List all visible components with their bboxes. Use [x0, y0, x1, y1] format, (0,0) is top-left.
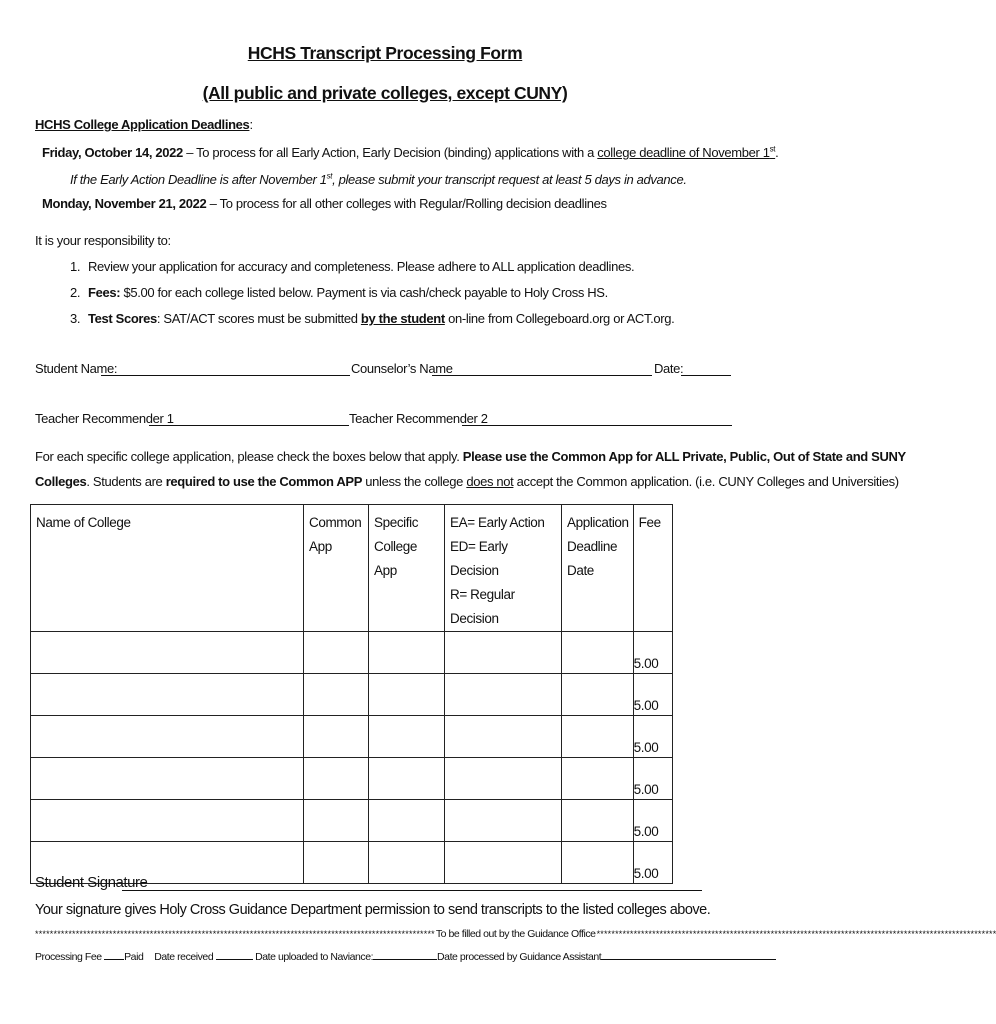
form-title: HCHS Transcript Processing Form — [247, 43, 523, 63]
early-action-note: If the Early Action Deadline is after November 1st, please submit your transcript request at least 5 days in advance. — [70, 171, 687, 187]
deadline-item-2: Monday, November 21, 2022 – To process for all other colleges with Regular/Rolling decision deadlines — [42, 196, 607, 211]
teacher-recommender-1-label: Teacher Recommender 1 — [35, 411, 174, 426]
deadline-date-cell[interactable] — [562, 716, 634, 758]
deadline-date-cell[interactable] — [562, 842, 634, 884]
student-signature-label: Student Signature — [35, 874, 148, 891]
decision-type-cell[interactable] — [445, 674, 562, 716]
divider-stars-left: ************************************************************************************************************ — [35, 929, 435, 939]
fee-cell: 5.00 — [633, 716, 673, 758]
date-received-field[interactable] — [216, 959, 253, 960]
fee-cell: 5.00 — [633, 674, 673, 716]
specific-college-app-cell[interactable] — [369, 758, 445, 800]
college-name-cell[interactable] — [31, 800, 304, 842]
common-app-cell[interactable] — [304, 674, 369, 716]
specific-college-app-cell[interactable] — [369, 674, 445, 716]
college-name-cell[interactable] — [31, 758, 304, 800]
header-specific-college-app: Specific College App — [369, 505, 445, 632]
date-uploaded-field[interactable] — [373, 959, 437, 960]
decision-type-cell[interactable] — [445, 842, 562, 884]
fee-cell: 5.00 — [633, 632, 673, 674]
table-row — [31, 674, 673, 716]
decision-type-cell[interactable] — [445, 758, 562, 800]
college-name-cell[interactable] — [31, 716, 304, 758]
decision-type-cell[interactable] — [445, 632, 562, 674]
signature-permission-text: Your signature gives Holy Cross Guidance Department permission to send transcripts to the listed colleges above. — [35, 902, 711, 918]
student-name-label: Student Name: — [35, 361, 118, 376]
college-table — [30, 504, 673, 884]
responsibility-item-1: 1. Review your application for accuracy and completeness. Please adhere to ALL application deadlines. — [70, 259, 635, 274]
deadline-date-cell[interactable] — [562, 800, 634, 842]
guidance-office-label: To be filled out by the Guidance Office — [435, 928, 596, 940]
fee-cell: 5.00 — [633, 842, 673, 884]
common-app-cell[interactable] — [304, 632, 369, 674]
common-app-cell[interactable] — [304, 758, 369, 800]
header-name-of-college: Name of College — [31, 505, 304, 632]
date-processed-field[interactable] — [601, 959, 776, 960]
teacher-recommender-1-field[interactable] — [149, 425, 349, 426]
common-app-cell[interactable] — [304, 842, 369, 884]
deadlines-heading: HCHS College Application Deadlines — [35, 117, 250, 132]
specific-college-app-cell[interactable] — [369, 716, 445, 758]
header-fee: Fee — [633, 505, 673, 632]
deadline-1-date: Friday, October 14, 2022 — [42, 145, 183, 160]
student-name-field[interactable] — [101, 375, 350, 376]
table-row — [31, 716, 673, 758]
deadline-2-date: Monday, November 21, 2022 — [42, 196, 207, 211]
student-signature-field[interactable] — [122, 890, 702, 891]
date-received-label: Date received — [154, 951, 214, 963]
deadline-date-cell[interactable] — [562, 758, 634, 800]
processing-fee-label: Processing Fee — [35, 951, 105, 963]
teacher-recommender-2-label: Teacher Recommender 2 — [349, 411, 488, 426]
specific-college-app-cell[interactable] — [369, 800, 445, 842]
deadlines-heading-line: HCHS College Application Deadlines: — [35, 117, 253, 132]
date-uploaded-label: Date uploaded to Naviance: — [255, 951, 374, 963]
date-processed-label: Date processed by Guidance Assistant — [437, 951, 602, 963]
fee-cell: 5.00 — [633, 758, 673, 800]
table-row — [31, 800, 673, 842]
decision-type-cell[interactable] — [445, 716, 562, 758]
fee-cell: 5.00 — [633, 800, 673, 842]
teacher-recommender-2-field[interactable] — [462, 425, 732, 426]
deadline-date-cell[interactable] — [562, 632, 634, 674]
deadline-date-cell[interactable] — [562, 674, 634, 716]
office-use-line — [35, 951, 776, 963]
specific-college-app-cell[interactable] — [369, 632, 445, 674]
header-common-app: Common App — [304, 505, 369, 632]
counselor-name-label: Counselor’s Name — [351, 361, 453, 376]
counselor-name-field[interactable] — [432, 375, 652, 376]
table-row — [31, 632, 673, 674]
responsibility-item-2: 2. Fees: $5.00 for each college listed below. Payment is via cash/check payable to Holy Cross HS. — [70, 285, 608, 300]
date-label: Date: — [654, 361, 684, 376]
responsibility-item-3: 3. Test Scores: SAT/ACT scores must be submitted by the student on-line from Collegeboard.org or ACT.org. — [70, 311, 675, 326]
deadline-item-1: Friday, October 14, 2022 – To process for all Early Action, Early Decision (binding) applications with a college deadline of November 1st. — [42, 144, 779, 160]
paid-label: Paid — [124, 951, 144, 963]
college-name-cell[interactable] — [31, 674, 304, 716]
processing-fee-field[interactable] — [104, 959, 124, 960]
deadline-1-link: college deadline of November 1st — [597, 144, 776, 160]
table-header-row — [31, 505, 673, 632]
instructions-line-2: Colleges. Students are required to use the Common APP unless the college does not accept the Common application. (i.e. CUNY Colleges and Universities) — [35, 474, 899, 489]
instructions-line-1: For each specific college application, please check the boxes below that apply. Please use the Common App for ALL Private, Public, Out of State and SUNY — [35, 449, 906, 464]
decision-type-cell[interactable] — [445, 800, 562, 842]
common-app-cell[interactable] — [304, 716, 369, 758]
guidance-office-divider — [35, 928, 996, 940]
header-decision-type: EA= Early Action ED= Early Decision R= Regular Decision — [445, 505, 562, 632]
divider-stars-right: ************************************************************************************************************ — [596, 929, 996, 939]
college-name-cell[interactable] — [31, 632, 304, 674]
table-row — [31, 758, 673, 800]
specific-college-app-cell[interactable] — [369, 842, 445, 884]
responsibility-intro: It is your responsibility to: — [35, 233, 171, 248]
header-application-deadline: Application Deadline Date — [562, 505, 634, 632]
date-field[interactable] — [681, 375, 731, 376]
form-subtitle: (All public and private colleges, except CUNY) — [202, 83, 568, 103]
common-app-cell[interactable] — [304, 800, 369, 842]
